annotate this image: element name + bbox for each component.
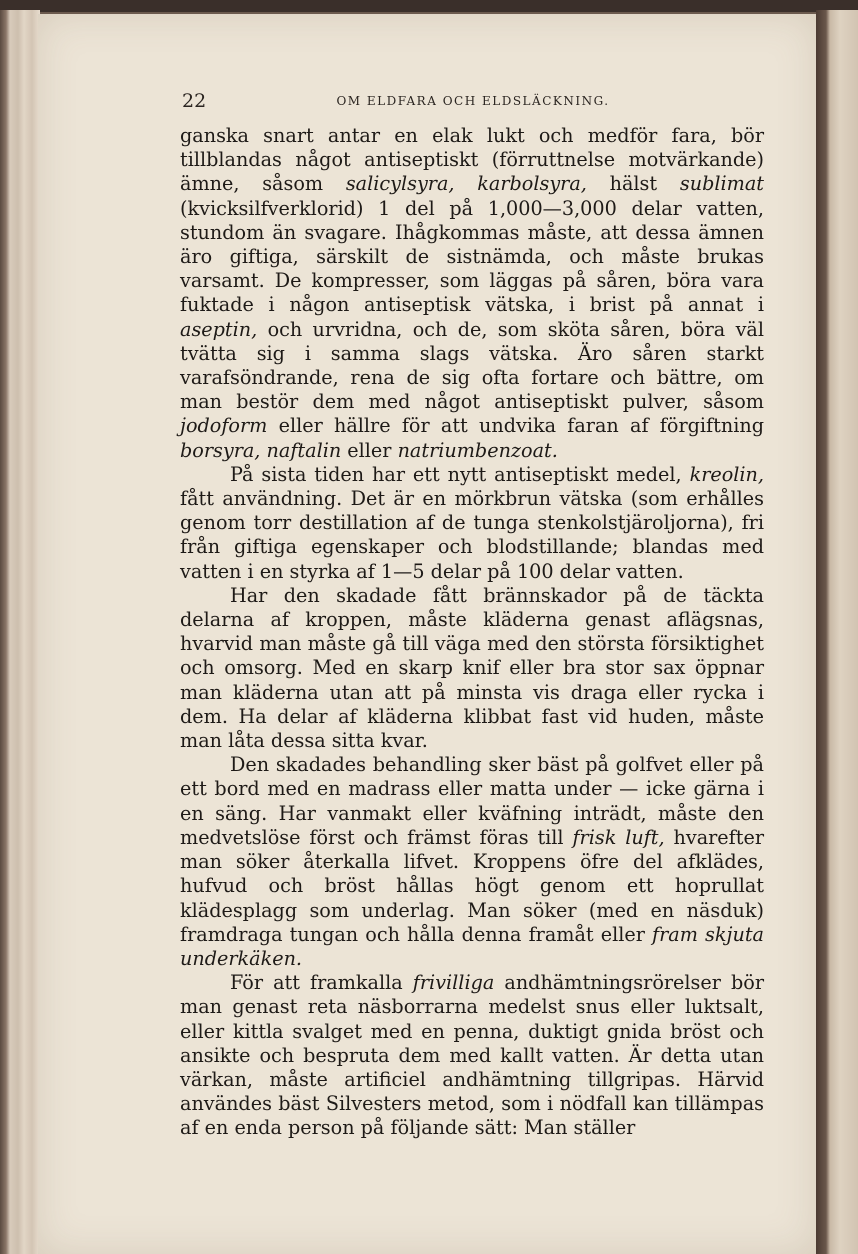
page-stack-edge bbox=[0, 10, 40, 1254]
text-run: (kvicksilfverklorid) 1 del på 1,000—3,000 delar vatten, stundom än svagare. Ihågkommas måste, att dessa ämnen äro giftiga, särskilt de sistnämda, och måste brukas varsamt. De kompresser, som läggas på såren, böra vara fuktade i någon antiseptisk vätska, i brist på annat i bbox=[180, 196, 764, 317]
body-text bbox=[180, 124, 764, 1141]
italic-term: salicylsyra, bbox=[345, 172, 455, 196]
page-number: 22 bbox=[182, 90, 207, 112]
italic-term: frivilliga bbox=[412, 971, 495, 995]
text-run: hälst bbox=[586, 172, 680, 196]
italic-term: frisk luft, bbox=[572, 825, 665, 849]
book-right-edge bbox=[816, 10, 858, 1254]
text-run: och urvridna, och de, som sköta såren, böra väl tvätta sig i samma slags vätska. Äro såren starkt varafsöndrande, rena de sig ofta fortare och bättre, om man bestör dem med något antiseptiskt pulver, såsom bbox=[180, 317, 764, 414]
italic-term: naftalin bbox=[266, 438, 342, 462]
page-header bbox=[182, 90, 764, 120]
italic-term: kreolin, bbox=[689, 462, 764, 486]
italic-term: jodoform bbox=[180, 414, 268, 438]
text-run: eller hällre för att undvika faran af förgiftning bbox=[267, 414, 764, 438]
text-run: ganska snart antar en elak lukt och medför fara, bör tillblandas något antiseptiskt (förruttnelse motvärkande) ämne, såsom bbox=[180, 124, 764, 196]
italic-term: sublimat bbox=[679, 172, 764, 196]
text-run: För att framkalla bbox=[230, 971, 413, 995]
paragraph bbox=[180, 584, 764, 753]
text-run: eller bbox=[341, 438, 398, 462]
italic-term: aseptin, bbox=[180, 317, 258, 341]
text-run: fått användning. Det är en mörkbrun vätska (som erhålles genom torr destillation af de tunga stenkolstjäroljorna), fri från giftiga egenskaper och blodstillande; blandas med vatten i en styrka af 1—5 delar på 100 delar vatten. bbox=[180, 487, 764, 583]
text-run: andhämtningsrörelser bör man genast reta näsborrarna medelst snus eller luktsalt, eller kittla svalget med en penna, duktigt gnida bröst och ansikte och bespruta dem med kallt vatten. Är detta utan värkan, måste artificiel andhämtning tillgripas. Härvid användes bäst Silvesters metod, som i nödfall kan tillämpas af en enda person på följande sätt: Man ställer bbox=[180, 971, 764, 1140]
italic-term: karbolsyra, bbox=[477, 172, 587, 196]
paragraph bbox=[180, 463, 764, 584]
text-run: Den skadades behandling sker bäst på golfvet eller på ett bord med en madrass eller matta under — icke gärna i en säng. Har vanmakt eller kväfning inträdt, måste den medvetslöse först och främst föras till bbox=[180, 753, 764, 849]
text-run: Har den skadade fått brännskador på de täckta delarna af kroppen, måste kläderna genast aflägsnas, hvarvid man måste gå till väga med den största försiktighet och omsorg. Med en skarp knif eller bra stor sax öppnar man kläderna utan att på minsta vis draga eller rycka i dem. Ha delar af kläderna klibbat fast vid huden, måste man låta dessa sitta kvar. bbox=[180, 583, 764, 753]
text-run bbox=[455, 172, 478, 195]
text-run: hvarefter man söker återkalla lifvet. Kroppens öfre del afklädes, hufvud och bröst hållas högt genom ett hoprullat klädesplagg som underlag. Man söker (med en näsduk) framdraga tungan och hålla denna framåt eller bbox=[180, 825, 765, 946]
text-run: På sista tiden har ett nytt antiseptiskt medel, bbox=[230, 462, 690, 486]
running-title: OM ELDFARA OCH ELDSLÄCKNING. bbox=[336, 94, 610, 108]
paragraph bbox=[180, 753, 764, 971]
paragraph bbox=[180, 124, 764, 463]
scan-border bbox=[0, 0, 858, 12]
italic-term: natriumbenzoat. bbox=[397, 438, 558, 462]
italic-term: fram skjuta underkäken. bbox=[180, 922, 764, 970]
paragraph bbox=[180, 971, 764, 1140]
italic-term: borsyra, bbox=[180, 438, 261, 462]
